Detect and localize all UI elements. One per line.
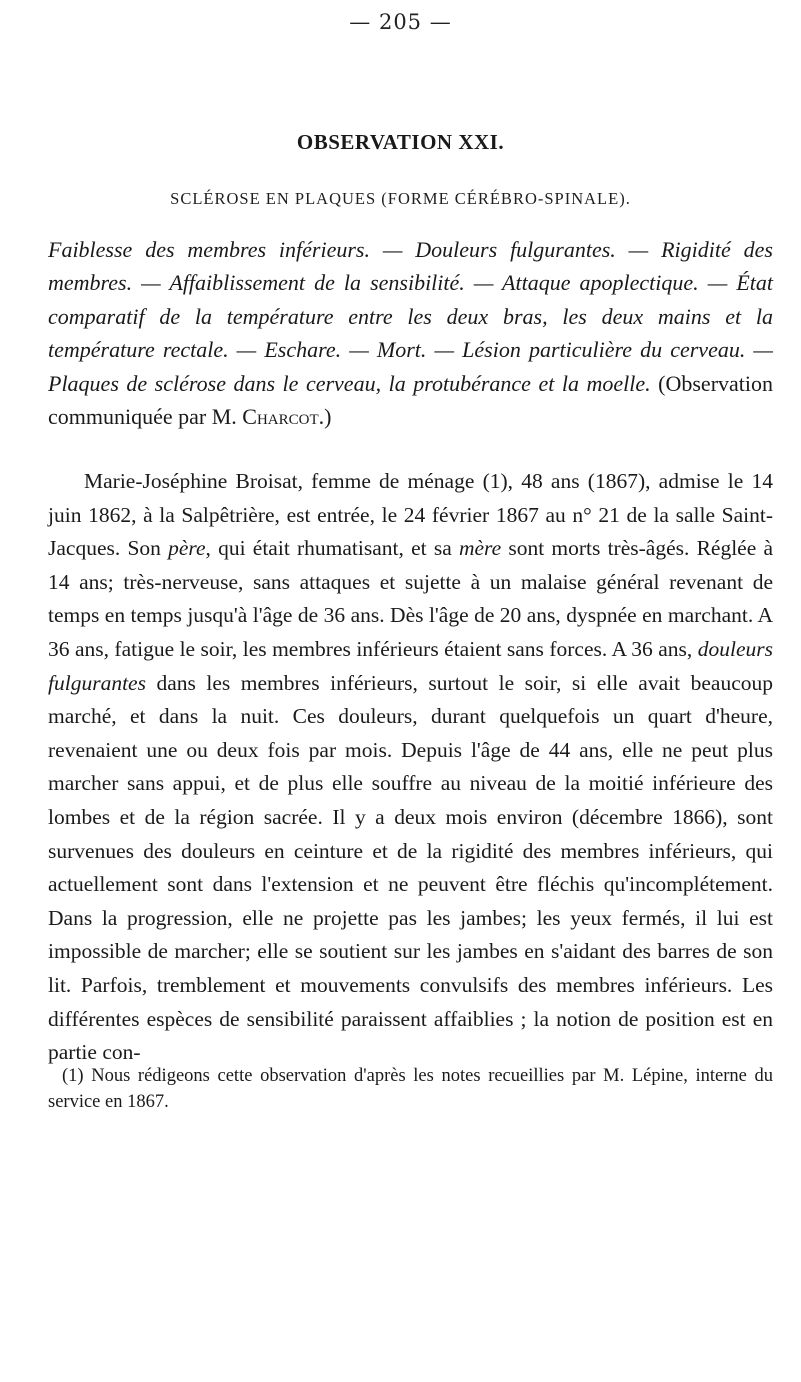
case-summary xyxy=(48,233,773,433)
body-emph-pere: père xyxy=(168,536,206,561)
observation-title: OBSERVATION XXI. xyxy=(296,130,505,154)
page-number-header: — 205 — xyxy=(349,10,452,34)
body-emph-douleurs: douleurs fulgurantes xyxy=(48,636,773,695)
body-emph-mere: mère xyxy=(458,536,502,561)
observation-subtitle: SCLÉROSE EN PLAQUES (FORME CÉRÉBRO-SPINALE). xyxy=(170,189,631,208)
case-body-paragraph xyxy=(48,465,773,1070)
credit-close: .) xyxy=(318,404,332,430)
body-text-c: sont morts très-âgés. Réglée à 14 ans; très-nerveuse, sans attaques et sujette à un malaise général revenant de temps en temps jusqu'à l'âge de 36 ans. Dès l'âge de 20 ans, dyspnée en marchant. A 36 ans, fatigue le soir, les membres inférieurs étaient sans forces. A 36 ans, xyxy=(48,536,774,661)
body-text-a: Marie-Joséphine Broisat, femme de ménage (1), 48 ans (1867), admise le 14 juin 1862, à la Salpêtrière, est entrée, le 24 février 1867 au n° 21 de la salle Saint-Jacques. Son xyxy=(48,469,773,561)
summary-text: Faiblesse des membres inférieurs. — Douleurs fulgurantes. — Rigidité des membres. — Affaiblissement de la sensibilité. — Attaque apoplectique. — État comparatif de la température entre les deux bras, les deux mains et la température rectale. — Eschare. — Mort. — Lésion particulière du cerveau. — Plaques de sclérose dans le cerveau, la protubérance et la moelle. xyxy=(48,237,773,396)
body-text-b: , qui était rhumatisant, et sa xyxy=(205,536,459,561)
credit-open: (Observation communiquée par M. xyxy=(48,370,774,430)
body-text-d: dans les membres inférieurs, surtout le soir, si elle avait beaucoup marché, et dans la nuit. Ces douleurs, durant quelquefois un quart d'heure, revenaient une ou deux fois par mois. Depuis l'âge de 44 ans, elle ne peut plus marcher sans appui, et de plus elle souffre au niveau de la moitié inférieure des lombes et de la région sacrée. Il y a deux mois environ (décembre 1866), sont survenues des douleurs en ceinture et de la rigidité des membres inférieurs, qui actuellement sont dans l'extension et ne peuvent être fléchis qu'incomplétement. Dans la progression, elle ne projette pas les jambes; les yeux fermés, il lui est impossible de marcher; elle se soutient sur les jambes en s'aidant des barres de son lit. Parfois, tremblement et mouvements convulsifs des membres inférieurs. Les différentes espèces de sensibilité paraissent affaiblies ; la notion de position est en partie con- xyxy=(48,670,773,1065)
footnote: (1) Nous rédigeons cette observation d'après les notes recueillies par M. Lépine, interne du service en 1867. xyxy=(48,1066,773,1112)
credit-name: Charcot xyxy=(242,404,319,430)
